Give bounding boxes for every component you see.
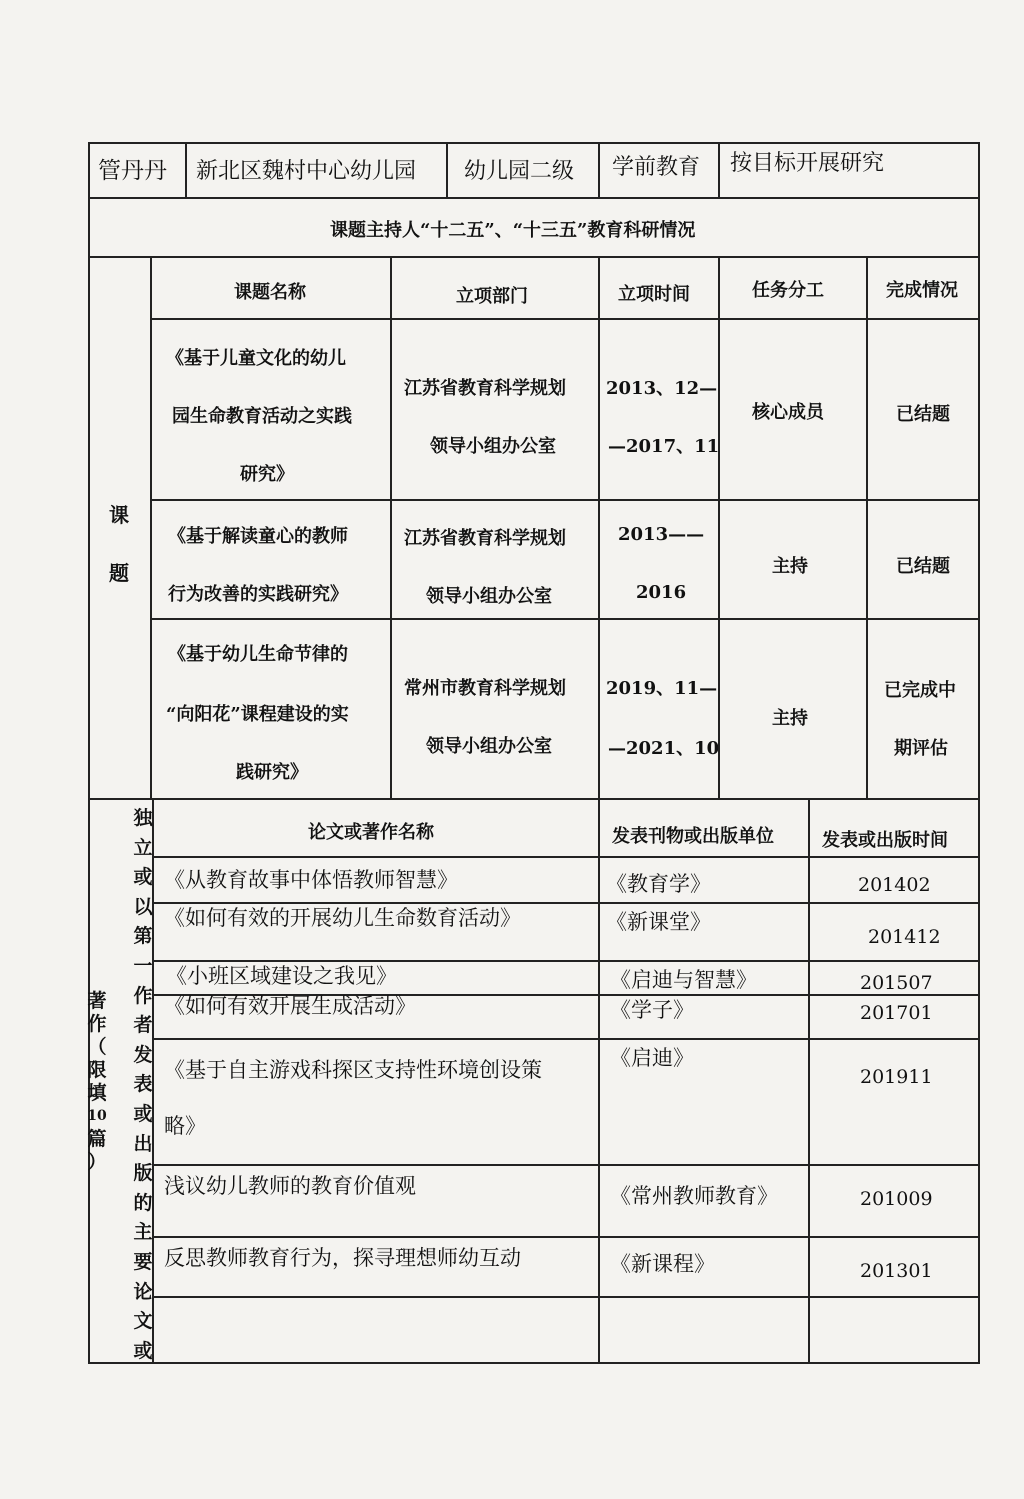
projects-side-label bbox=[104, 486, 134, 602]
side-char: 填 bbox=[87, 1082, 107, 1104]
frame-left bbox=[88, 142, 90, 1364]
paper-publisher: 《教育学》 bbox=[606, 872, 711, 896]
side-char: ） bbox=[87, 1151, 107, 1173]
project-time-line: —2017、11 bbox=[608, 436, 720, 457]
project-dept-line: 领导小组办公室 bbox=[426, 736, 552, 757]
project-dept-line: 领导小组办公室 bbox=[430, 436, 556, 457]
side-char: 题 bbox=[109, 561, 129, 585]
rule bbox=[598, 142, 600, 198]
paper-name: 浅议幼儿教师的教育价值观 bbox=[164, 1174, 416, 1198]
paper-date: 201412 bbox=[868, 926, 941, 948]
project-name-line: 《基于幼儿生命节律的 bbox=[168, 644, 348, 665]
frame-bottom bbox=[88, 1362, 980, 1364]
paper-name: 略》 bbox=[164, 1114, 206, 1138]
paper-publisher: 《学子》 bbox=[610, 998, 694, 1022]
side-char: 表 bbox=[133, 1073, 153, 1096]
col-header-pub-date: 发表或出版时间 bbox=[822, 830, 948, 851]
rule bbox=[152, 1164, 980, 1166]
paper-date: 201507 bbox=[860, 972, 933, 994]
rule bbox=[718, 256, 720, 800]
paper-date: 201009 bbox=[860, 1188, 933, 1210]
paper-publisher: 《常州教师教育》 bbox=[610, 1184, 778, 1208]
paper-name: 《如何有效的开展幼儿生命数育活动》 bbox=[164, 906, 521, 930]
paper-date: 201301 bbox=[860, 1260, 933, 1282]
side-char: 论 bbox=[133, 1280, 153, 1303]
project-dept-line: 常州市教育科学规划 bbox=[404, 678, 566, 699]
project-name-line: 行为改善的实践研究》 bbox=[168, 584, 348, 605]
paper-publisher: 《启迪与智慧》 bbox=[610, 968, 757, 992]
rule bbox=[152, 1236, 980, 1238]
paper-name: 《小班区域建设之我见》 bbox=[166, 964, 397, 988]
rule bbox=[150, 499, 980, 501]
rule bbox=[152, 856, 980, 858]
papers-side-label-outer bbox=[82, 990, 112, 1174]
rule bbox=[866, 256, 868, 800]
side-char: 课 bbox=[109, 503, 129, 527]
project-dept-line: 江苏省教育科学规划 bbox=[404, 528, 566, 549]
project-result-line: 已完成中 bbox=[884, 680, 956, 701]
rule bbox=[152, 1296, 980, 1298]
project-role: 主持 bbox=[772, 708, 808, 729]
side-char: 文 bbox=[133, 1310, 153, 1333]
side-char: 限 bbox=[87, 1059, 107, 1081]
school-name: 新北区魏村中心幼儿园 bbox=[196, 159, 417, 184]
side-char: 著 bbox=[87, 990, 107, 1012]
rule bbox=[150, 618, 980, 620]
paper-name: 《基于自主游戏科探区支持性环境创设策 bbox=[164, 1058, 542, 1082]
side-char: 作 bbox=[133, 984, 153, 1007]
side-char: 者 bbox=[133, 1014, 153, 1037]
project-result-line: 期评估 bbox=[894, 738, 948, 759]
col-header-publisher: 发表刊物或出版单位 bbox=[612, 826, 774, 847]
project-name-line: 研究》 bbox=[240, 464, 294, 485]
side-char: 版 bbox=[133, 1162, 153, 1185]
side-char: 或 bbox=[133, 1102, 153, 1125]
project-result: 已结题 bbox=[896, 404, 950, 425]
frame-right bbox=[978, 142, 980, 1364]
side-char: 或 bbox=[133, 866, 153, 889]
side-char: 篇 bbox=[87, 1128, 107, 1150]
project-time-line: —2021、10 bbox=[608, 738, 720, 759]
section-title: 课题主持人“十二五”、“十三五”教育科研情况 bbox=[330, 220, 696, 241]
subject: 学前教育 bbox=[612, 155, 701, 180]
title-level: 幼儿园二级 bbox=[464, 159, 575, 184]
paper-name: 《如何有效开展生成活动》 bbox=[164, 994, 416, 1018]
paper-date: 201402 bbox=[858, 874, 931, 896]
project-time-line: 2013—— bbox=[618, 524, 705, 545]
side-char: 一 bbox=[133, 954, 153, 977]
side-char: 10 bbox=[87, 1108, 107, 1124]
col-header-result: 完成情况 bbox=[886, 280, 958, 301]
paper-publisher: 《启迪》 bbox=[610, 1046, 694, 1070]
side-char: 的 bbox=[133, 1191, 153, 1214]
side-char: 以 bbox=[133, 895, 153, 918]
project-role: 主持 bbox=[772, 556, 808, 577]
project-name-line: “向阳花”课程建设的实 bbox=[166, 704, 349, 725]
side-char: （ bbox=[87, 1036, 107, 1058]
project-time-line: 2019、11— bbox=[606, 678, 718, 699]
side-char: 独 bbox=[133, 807, 153, 829]
project-name-line: 园生命教育活动之实践 bbox=[172, 406, 352, 427]
col-header-dept: 立项部门 bbox=[456, 286, 528, 307]
rule bbox=[598, 256, 600, 800]
project-role: 核心成员 bbox=[752, 402, 824, 423]
project-time-line: 2013、12— bbox=[606, 378, 718, 399]
side-char: 或 bbox=[133, 1339, 153, 1362]
rule bbox=[88, 798, 980, 800]
papers-side-label-inner bbox=[128, 804, 158, 1366]
teacher-name: 管丹丹 bbox=[98, 158, 167, 184]
project-result: 已结题 bbox=[896, 556, 950, 577]
side-char: 主 bbox=[133, 1221, 153, 1244]
paper-date: 201701 bbox=[860, 1002, 933, 1024]
project-name-line: 《基于儿童文化的幼儿 bbox=[166, 348, 346, 369]
col-header-role: 任务分工 bbox=[752, 280, 824, 301]
paper-publisher: 《新课程》 bbox=[610, 1252, 715, 1276]
rule bbox=[808, 800, 810, 1364]
rule bbox=[718, 142, 720, 198]
rule bbox=[88, 256, 980, 258]
rule bbox=[152, 1038, 980, 1040]
col-header-time: 立项时间 bbox=[618, 284, 690, 305]
side-char: 立 bbox=[133, 836, 153, 859]
project-name-line: 践研究》 bbox=[236, 762, 308, 783]
rule bbox=[598, 800, 600, 1364]
paper-date: 201911 bbox=[860, 1066, 933, 1088]
side-char: 第 bbox=[133, 925, 153, 948]
side-char: 作 bbox=[87, 1013, 107, 1035]
paper-name: 《从教育故事中体悟教师智慧》 bbox=[164, 868, 458, 892]
paper-name: 反思教师教育行为，探寻理想师幼互动 bbox=[164, 1246, 521, 1270]
rule bbox=[150, 318, 980, 320]
col-header-paper-name: 论文或著作名称 bbox=[308, 822, 434, 843]
col-header-project-name: 课题名称 bbox=[234, 282, 306, 303]
project-dept-line: 江苏省教育科学规划 bbox=[404, 378, 566, 399]
side-char: 出 bbox=[133, 1132, 153, 1155]
rule bbox=[390, 256, 392, 800]
project-name-line: 《基于解读童心的教师 bbox=[168, 526, 348, 547]
project-dept-line: 领导小组办公室 bbox=[426, 586, 552, 607]
project-time-line: 2016 bbox=[636, 582, 687, 603]
rule bbox=[185, 142, 187, 198]
side-char: 要 bbox=[133, 1250, 153, 1273]
frame-top bbox=[88, 142, 980, 144]
side-char: 发 bbox=[133, 1043, 153, 1066]
rule bbox=[88, 197, 980, 199]
rule bbox=[446, 142, 448, 198]
rule bbox=[150, 256, 152, 800]
progress-status: 按目标开展研究 bbox=[730, 151, 885, 176]
paper-publisher: 《新课堂》 bbox=[606, 910, 711, 934]
